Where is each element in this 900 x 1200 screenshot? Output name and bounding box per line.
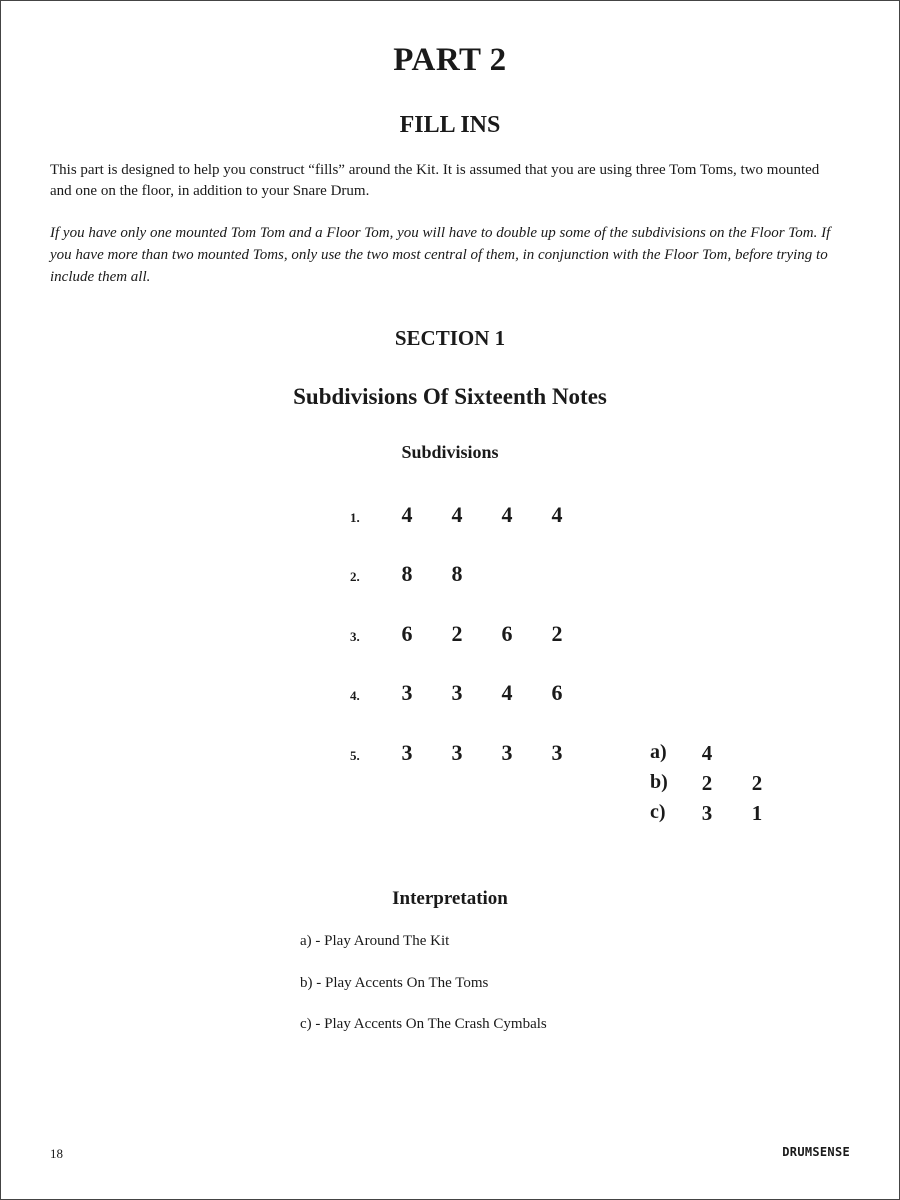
interpretation-item: b) - Play Accents On The Toms: [300, 975, 489, 991]
row-number: 5.: [350, 748, 360, 763]
subdivision-value: 3: [551, 740, 563, 765]
section-heading: Subdivisions Of Sixteenth Notes: [293, 384, 607, 409]
subdivision-value: 3: [451, 740, 463, 765]
sub-option-label: b): [650, 771, 668, 793]
row-number: 3.: [350, 629, 360, 644]
interpretation-item: a) - Play Around The Kit: [300, 933, 450, 949]
page-number: 18: [50, 1146, 63, 1161]
sub-option-value: 3: [701, 801, 713, 825]
row-number: 2.: [350, 569, 360, 584]
subdivision-value: 4: [501, 680, 513, 705]
subdivision-value: 4: [401, 502, 413, 527]
subdivision-value: 3: [501, 740, 513, 765]
subdivision-value: 6: [551, 680, 563, 705]
subdivision-value: 4: [551, 502, 563, 527]
subdivision-value: 6: [501, 621, 513, 646]
subdivisions-heading: Subdivisions: [401, 442, 499, 462]
intro-italic-paragraph: If you have only one mounted Tom Tom and a Floor Tom, you will have to double up some of the subdivisions on the Floor Tom. If you have more than two mounted Toms, only use the two most central of them, in conjunction with the Floor Tom, before trying to include them all.: [50, 225, 831, 285]
subdivision-value: 8: [451, 561, 463, 586]
interpretation-title: Interpretation: [392, 888, 508, 909]
sub-option-label: c): [650, 801, 666, 823]
subdivision-value: 3: [401, 680, 413, 705]
sub-option-label: a): [650, 741, 667, 763]
subdivision-value: 3: [451, 680, 463, 705]
section-title: SECTION 1: [394, 326, 506, 350]
sub-option-value: 4: [701, 741, 713, 765]
sub-option-value: 2: [701, 771, 713, 795]
subdivision-value: 8: [401, 561, 413, 586]
chapter-title: FILL INS: [399, 112, 501, 138]
intro-paragraph: This part is designed to help you construct “fills” around the Kit. It is assumed that you are using three Tom Toms, two mounted and one on the floor, in addition to your Snare Drum.: [50, 162, 820, 199]
subdivision-value: 2: [451, 621, 463, 646]
subdivision-value: 4: [451, 502, 463, 527]
subdivision-value: 4: [501, 502, 513, 527]
brand-name: DRUMSENSE: [782, 1145, 850, 1159]
sub-option-value: 2: [751, 771, 763, 795]
part-title: PART 2: [393, 42, 507, 78]
subdivision-value: 6: [401, 621, 413, 646]
row-number: 1.: [350, 510, 360, 525]
interpretation-item: c) - Play Accents On The Crash Cymbals: [300, 1016, 547, 1032]
subdivision-value: 3: [401, 740, 413, 765]
sub-option-value: 1: [751, 801, 763, 825]
subdivision-value: 2: [551, 621, 563, 646]
row-number: 4.: [350, 688, 360, 703]
